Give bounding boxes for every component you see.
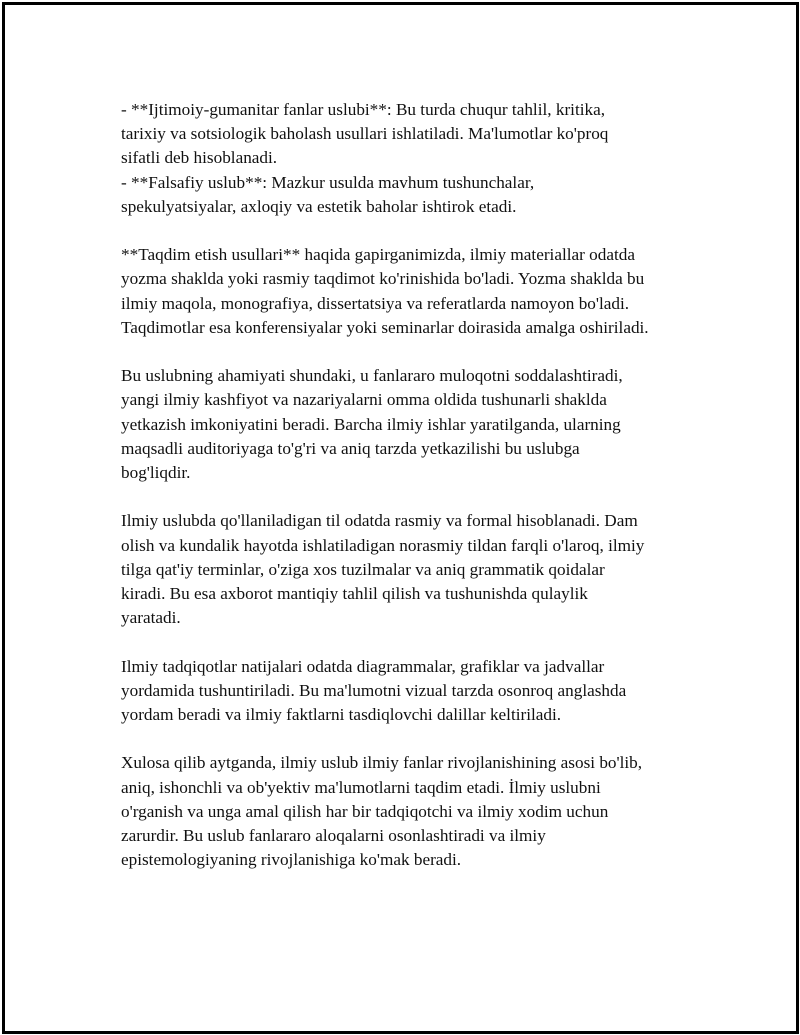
text-line: o'rganish va unga amal qilish har bir tadqiqotchi va ilmiy xodim uchun bbox=[121, 801, 609, 821]
paragraph-scientific-language bbox=[121, 509, 701, 630]
text-line: yaratadi. bbox=[121, 608, 181, 628]
text-line: Xulosa qilib aytganda, ilmiy uslub ilmiy fanlar rivojlanishining asosi bo'lib, bbox=[121, 753, 643, 773]
text-line: Taqdimotlar esa konferensiyalar yoki seminarlar doirasida amalga oshiriladi. bbox=[121, 317, 649, 337]
text-line: bog'liqdir. bbox=[121, 463, 191, 483]
paragraph-importance bbox=[121, 364, 701, 485]
paragraph-presentation-methods bbox=[121, 243, 701, 340]
text-line: yetkazish imkoniyatini beradi. Barcha ilmiy ishlar yaratilganda, ularning bbox=[121, 414, 621, 434]
text-line: - **Falsafiy uslub**: Mazkur usulda mavhum tushunchalar, bbox=[121, 172, 535, 192]
text-line: kiradi. Bu esa axborot mantiqiy tahlil qilish va tushunishda qulaylik bbox=[121, 584, 588, 604]
text-line: Bu uslubning ahamiyati shundaki, u fanlararo muloqotni soddalashtiradi, bbox=[121, 366, 623, 386]
text-line: spekulyatsiyalar, axloqiy va estetik baholar ishtirok etadi. bbox=[121, 196, 517, 216]
text-line: aniq, ishonchli va ob'yektiv ma'lumotlarni taqdim etadi. İlmiy uslubni bbox=[121, 777, 601, 797]
text-line: zarurdir. Bu uslub fanlararo aloqalarni osonlashtiradi va ilmiy bbox=[121, 826, 546, 846]
paragraph-conclusion bbox=[121, 751, 701, 872]
text-line: sifatli deb hisoblanadi. bbox=[121, 148, 278, 168]
text-line: tilga qat'iy terminlar, o'ziga xos tuzilmalar va aniq grammatik qoidalar bbox=[121, 559, 605, 579]
text-line: epistemologiyaning rivojlanishiga ko'mak beradi. bbox=[121, 850, 462, 870]
text-line: yordamida tushuntiriladi. Bu ma'lumotni vizual tarzda osonroq anglashda bbox=[121, 680, 627, 700]
document-body bbox=[121, 98, 701, 897]
text-line: Ilmiy uslubda qo'llaniladigan til odatda rasmiy va formal hisoblanadi. Dam bbox=[121, 511, 638, 531]
page-frame bbox=[2, 2, 799, 1034]
text-line: yangi ilmiy kashfiyot va nazariyalarni omma oldida tushunarli shaklda bbox=[121, 390, 607, 410]
text-line: olish va kundalik hayotda ishlatiladigan norasmiy tildan farqli o'laroq, ilmiy bbox=[121, 535, 645, 555]
text-line: yozma shaklda yoki rasmiy taqdimot ko'rinishida bo'ladi. Yozma shaklda bu bbox=[121, 269, 645, 289]
paragraph-humanities-style bbox=[121, 98, 701, 171]
text-line: **Taqdim etish usullari** haqida gapirganimizda, ilmiy materiallar odatda bbox=[121, 245, 635, 265]
text-line: Ilmiy tadqiqotlar natijalari odatda diagrammalar, grafiklar va jadvallar bbox=[121, 656, 605, 676]
text-line: yordam beradi va ilmiy faktlarni tasdiqlovchi dalillar keltiriladi. bbox=[121, 705, 562, 725]
text-line: tarixiy va sotsiologik baholash usullari ishlatiladi. Ma'lumotlar ko'proq bbox=[121, 124, 609, 144]
paragraph-research-results bbox=[121, 655, 701, 728]
text-line: ilmiy maqola, monografiya, dissertatsiya va referatlarda namoyon bo'ladi. bbox=[121, 293, 630, 313]
text-line: - **Ijtimoiy-gumanitar fanlar uslubi**: Bu turda chuqur tahlil, kritika, bbox=[121, 100, 606, 119]
text-line: maqsadli auditoriyaga to'g'ri va aniq tarzda yetkazilishi bu uslubga bbox=[121, 438, 580, 458]
paragraph-philosophy-style bbox=[121, 171, 701, 219]
